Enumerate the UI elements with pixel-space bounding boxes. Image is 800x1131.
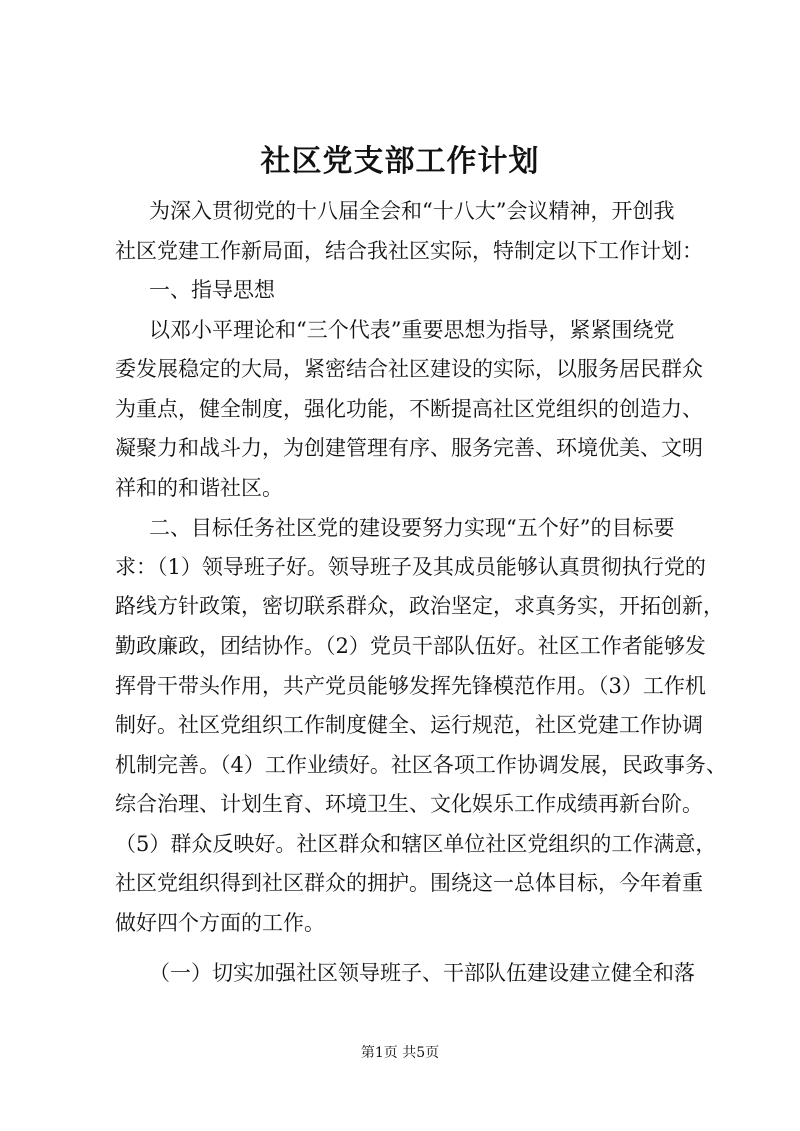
paragraph-line: 祥和的和谐社区。 xyxy=(115,476,283,500)
section-heading: 一、指导思想 xyxy=(149,278,275,302)
section-heading: （一）切实加强社区领导班子、干部队伍建设建立健全和落 xyxy=(149,961,695,985)
paragraph-line: 以邓小平理论和“三个代表”重要思想为指导，紧紧围绕党 xyxy=(149,318,675,342)
paragraph-line: 勤政廉政，团结协作。（2）党员干部队伍好。社区工作者能够发 xyxy=(115,634,706,658)
document-title: 社区党支部工作计划 xyxy=(260,144,540,179)
paragraph-line: 为深入贯彻党的十八届全会和“十八大”会议精神，开创我 xyxy=(149,199,675,223)
paragraph-line: 综合治理、计划生育、环境卫生、文化娱乐工作成绩再新台阶。 xyxy=(115,792,703,816)
paragraph-line: 挥骨干带头作用，共产党员能够发挥先锋模范作用。（3）工作机 xyxy=(115,674,706,698)
paragraph-line: 制好。社区党组织工作制度健全、运行规范，社区党建工作协调 xyxy=(115,713,703,737)
paragraph-line: 做好四个方面的工作。 xyxy=(115,911,325,935)
paragraph-line: 为重点，健全制度，强化功能，不断提高社区党组织的创造力、 xyxy=(115,397,703,421)
paragraph-line: 凝聚力和战斗力，为创建管理有序、服务完善、环境优美、文明 xyxy=(115,436,703,460)
paragraph-line: 社区党组织得到社区群众的拥护。围绕这一总体目标，今年着重 xyxy=(115,871,703,895)
paragraph-line: 求：（1）领导班子好。领导班子及其成员能够认真贯彻执行党的 xyxy=(115,555,706,579)
paragraph-line: 机制完善。（4）工作业绩好。社区各项工作协调发展，民政事务、 xyxy=(115,753,727,777)
page-number: 第1页 共5页 xyxy=(360,1045,440,1061)
paragraph-line: 社区党建工作新局面，结合我社区实际，特制定以下工作计划： xyxy=(115,239,703,263)
paragraph-line: 二、目标任务社区党的建设要努力实现“五个好”的目标要 xyxy=(149,516,675,540)
paragraph-line: 委发展稳定的大局，紧密结合社区建设的实际，以服务居民群众 xyxy=(115,357,703,381)
paragraph-line: 路线方针政策，密切联系群众，政治坚定，求真务实，开拓创新， xyxy=(115,594,724,618)
paragraph-line: （5）群众反映好。社区群众和辖区单位社区党组织的工作满意， xyxy=(115,832,717,856)
